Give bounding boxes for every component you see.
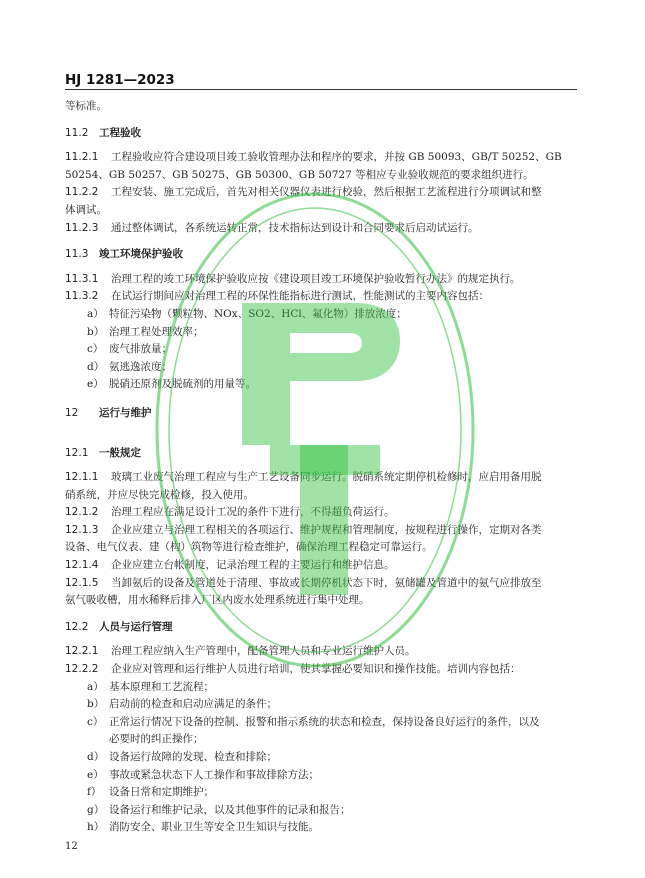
standard-code: HJ 1281—2023 xyxy=(65,72,175,88)
list-text: 氨逃逸浓度； xyxy=(109,360,172,373)
section-heading-12-2 xyxy=(65,619,577,637)
clause-text: 工程安装、施工完成后，首先对相关仪器仪表进行校验，然后根据工艺流程进行分项调试和整 xyxy=(111,186,542,199)
section-title: 竣工环境保护验收 xyxy=(99,248,183,261)
clause-11-2-1 xyxy=(65,149,577,184)
clause-number: 11.2.2 xyxy=(65,186,99,199)
clause-12-1-3 xyxy=(65,522,577,557)
list-item xyxy=(65,359,577,377)
clause-number: 12.1.4 xyxy=(65,559,99,572)
section-number: 11.2 xyxy=(65,126,89,139)
clause-text: 企业应对管理和运行维护人员进行培训，使其掌握必要知识和操作技能。培训内容包括： xyxy=(111,663,521,676)
list-text: 基本原理和工艺流程； xyxy=(109,680,214,693)
clause-number: 12.1.5 xyxy=(65,576,99,589)
list-marker: a） xyxy=(87,680,104,693)
list-text: 事故或紧急状态下人工操作和事故排除方法； xyxy=(109,768,319,781)
clause-12-1-4 xyxy=(65,557,577,575)
list-item xyxy=(65,767,577,785)
list-item xyxy=(65,696,577,714)
list-text: 正常运行情况下设备的控制、报警和指示系统的状态和检查，保持设备良好运行的条件，以及 xyxy=(109,715,540,728)
list-item xyxy=(65,802,577,820)
clause-text: 通过整体调试，各系统运转正常，技术指标达到设计和合同要求后启动试运行。 xyxy=(111,221,479,234)
list-text: 启动前的检查和启动应满足的条件； xyxy=(109,698,277,711)
clause-text-cont: 体调试。 xyxy=(65,203,107,216)
list-item xyxy=(65,324,577,342)
section-heading-11-2 xyxy=(65,125,577,143)
clause-11-2-3 xyxy=(65,220,577,238)
clause-number: 12.1.3 xyxy=(65,523,99,536)
clause-12-2-1 xyxy=(65,643,577,661)
clause-text-cont: 硝系统，并应尽快完成检修，投入使用。 xyxy=(65,488,254,501)
list-marker: e） xyxy=(87,768,104,781)
clause-text: 在试运行期间应对治理工程的环保性能指标进行测试，性能测试的主要内容包括： xyxy=(111,290,489,303)
intro-line: 等标准。 xyxy=(65,100,107,112)
clause-number: 12.2.2 xyxy=(65,663,99,676)
list-item xyxy=(65,306,577,324)
section-title: 人员与运行管理 xyxy=(99,620,173,633)
clause-number: 12.1.1 xyxy=(65,471,99,484)
section-title: 一般规定 xyxy=(99,446,141,459)
list-text: 治理工程处理效率； xyxy=(109,325,204,338)
list-text: 脱硝还原剂及脱硫剂的用量等。 xyxy=(109,378,256,391)
list-marker: h） xyxy=(87,821,105,834)
section-number: 11.3 xyxy=(65,248,89,261)
clause-text: 企业应建立台帐制度，记录治理工程的主要运行和维护信息。 xyxy=(111,559,395,572)
clause-text: 玻璃工业废气治理工程应与生产工艺设备同步运行。脱硝系统定期停机检修时，应启用备用脱 xyxy=(111,471,542,484)
list-text: 设备运行故障的发现、检查和排除； xyxy=(109,751,277,763)
clause-number: 11.2.1 xyxy=(65,151,99,164)
clause-text: 工程验收应符合建设项目竣工验收管理办法和程序的要求，并按 GB 50093、GB/T 50252、GB xyxy=(111,151,562,164)
list-marker: g） xyxy=(87,803,105,816)
list-item xyxy=(65,784,577,802)
section-number: 12.1 xyxy=(65,446,89,459)
list-item xyxy=(65,376,577,394)
training-content-list xyxy=(65,679,577,837)
list-item xyxy=(65,679,577,697)
document-body xyxy=(65,98,577,837)
chapter-number: 12 xyxy=(65,406,79,419)
list-marker: d） xyxy=(87,751,105,763)
performance-test-list xyxy=(65,306,577,394)
list-item-cont: 必要时的纠正操作； xyxy=(109,733,204,746)
list-marker: b） xyxy=(87,325,105,338)
list-item xyxy=(65,819,577,837)
section-heading-11-3 xyxy=(65,246,577,264)
chapter-title: 运行与维护 xyxy=(99,406,152,419)
header-rule xyxy=(65,89,577,90)
clause-12-1-1 xyxy=(65,469,577,504)
page-number: 12 xyxy=(65,841,78,852)
clause-11-3-2 xyxy=(65,288,577,306)
clause-text: 治理工程的竣工环境保护验收应按《建设项目竣工环境保护验收暂行办法》的规定执行。 xyxy=(111,272,521,285)
list-marker: e） xyxy=(87,378,104,391)
section-number: 12.2 xyxy=(65,620,89,633)
clause-text-cont: 设备、电气仪表、建（构）筑物等进行检查维护，确保治理工程稳定可靠运行。 xyxy=(65,541,433,554)
list-text: 设备运行和维护记录，以及其他事件的记录和报告； xyxy=(109,803,351,816)
chapter-heading-12 xyxy=(65,405,577,423)
clause-text: 治理工程应在满足设计工况的条件下进行，不得超负荷运行。 xyxy=(111,506,395,519)
clause-number: 12.1.2 xyxy=(65,506,99,519)
clause-text-cont: 50254、GB 50257、GB 50275、GB 50300、GB 50727 等相应专业验收规范的要求组织进行。 xyxy=(65,168,534,181)
list-text: 特征污染物（颗粒物、NOx、SO2、HCl、氟化物）排放浓度； xyxy=(109,307,407,320)
clause-12-2-2 xyxy=(65,661,577,679)
clause-12-1-2 xyxy=(65,504,577,522)
clause-text: 当卸氨后的设备及管道处于清理、事故或长期停机状态下时，氨储罐及管道中的氨气应排放至 xyxy=(111,576,542,589)
list-text: 消防安全、职业卫生等安全卫生知识与技能。 xyxy=(109,821,319,834)
clause-text: 企业应建立与治理工程相关的各项运行、维护规程和管理制度，按规程进行操作，定期对各类 xyxy=(111,523,542,536)
list-marker: d） xyxy=(87,360,105,373)
section-heading-12-1 xyxy=(65,445,577,463)
clause-number: 11.3.2 xyxy=(65,290,99,303)
clause-number: 11.3.1 xyxy=(65,272,99,285)
clause-12-1-5 xyxy=(65,575,577,610)
clause-11-2-2 xyxy=(65,184,577,219)
clause-text-cont: 氨气吸收槽，用水稀释后排入厂区内废水处理系统进行集中处理。 xyxy=(65,594,370,607)
list-text: 废气排放量； xyxy=(109,343,172,356)
list-item xyxy=(65,749,577,767)
clause-number: 11.2.3 xyxy=(65,221,99,234)
list-marker: c） xyxy=(87,715,104,728)
list-text: 设备日常和定期维护； xyxy=(109,786,214,799)
list-marker: a） xyxy=(87,307,104,320)
list-item xyxy=(65,714,577,732)
list-item xyxy=(65,341,577,359)
list-marker: c） xyxy=(87,343,104,356)
clause-text: 治理工程应纳入生产管理中，配备管理人员和专业运行维护人员。 xyxy=(111,645,416,658)
section-title: 工程验收 xyxy=(99,126,141,139)
list-marker: b） xyxy=(87,698,105,711)
list-marker: f） xyxy=(87,786,102,799)
clause-number: 12.2.1 xyxy=(65,645,99,658)
clause-11-3-1 xyxy=(65,271,577,289)
